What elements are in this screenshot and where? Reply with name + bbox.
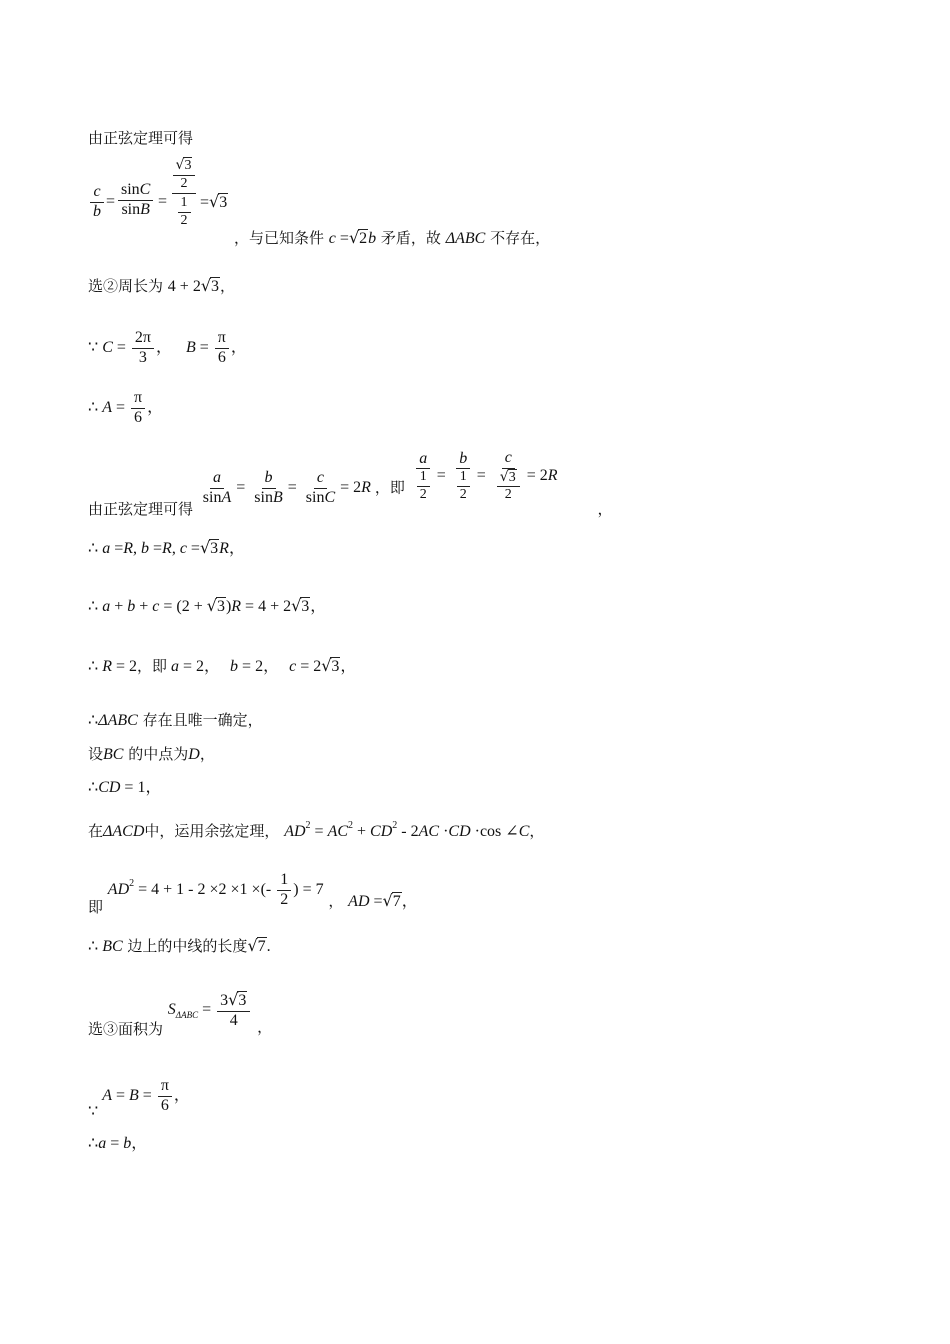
frac-sinC-sinB: $\frac{\sin C}{\sin B}$ [118,182,153,219]
text-line-perimeter: 选②周长为 4 + 2√3， [88,276,236,295]
text-sine-rule: 由正弦定理可得 [88,129,194,147]
formula-a-eq-b: ∴a = b， [88,1135,148,1152]
formula-A-eq-B: ∵ A = B = $\frac{\pi}{6}$ ， [88,1077,190,1120]
formula-sides-R: ∴ a =R, b =R, c =√3R， [88,538,245,557]
formula-R-value: ∴ R = 2，即 a = 2， b = 2， c = 2√3， [88,656,357,675]
formula-angle-A: ∴ A = $\frac{\pi}{6}$ ， [88,389,164,426]
formula-perimeter-R: ∴ a + b + c = (2 + √3)R = 4 + 2√3， [88,596,327,615]
formula-CD: ∴CD = 1， [88,779,162,796]
formula-area: 选③面积为 $S_{\Delta ABC}$ = $\frac{3√3}{4}$ ， [88,990,273,1039]
document-page: 由正弦定理可得 $\frac{c}{b}$ = $\frac{\sin C}{\sin B}$ = $\frac{√3}{2}$ $\frac{1}{2}$ =√3 ，与已知条件 c =√2b 矛盾，故 ΔABC 不存在， 选②周长为 4 + 2√3， ∵ C = $\frac{2\pi}{3}$ ， B = $\frac{\pi}{6}$ ， ∴ A = $\frac{\pi}{6}$ ， 由正弦定理可得 $\frac{a}{\sin A}$ = $\frac{b}{\sin B}$ = $\frac{c}{\sin C}$ = 2R ，即 $\frac{a}{\frac{1}{2}}$ = $\frac{b}{\frac{1}{2}}$ = $\frac{c}{\frac{√3}{2}}$ = 2R ， ∴ a =R, b =R, c =√3R， ∴ a + b + c = (2 + √3)R = 4 + 2√3， ∴ R = 2，即 a = 2， b = 2， c = 2√3， ∴ΔABC 存在且唯一确定， 设BC 的中点为D， ∴CD = 1， 在ΔACD中，运用余弦定理， $AD^2 = AC^2 + CD^2 - 2AC \cdot CD \cdot\cos$ ∠C， 即 $AD^2 = 4 + 1 - 2 \times 2 \times 1$ ×(- $\frac{1}{2}$ ) = 7 ， AD =√7， ∴ BC 边上的中线的长度√7. 选③面积为 $S_{\Delta ABC}$ = $\frac{3√3}{4}$ ， ∵ A = B = $\frac{\pi}{6}$ ， ∴a = b， [88,129,613,1152]
frac-compound: $\frac{√3}{2}$ $\frac{1}{2}$ [172,158,196,229]
formula-angles-given: ∵ C = $\frac{2\pi}{3}$ ， B = $\frac{\pi}{6}$ ， [88,329,247,366]
text-midpoint: 设BC 的中点为D， [88,745,215,763]
text-line-1 [88,128,193,148]
text-triangle-unique: ∴ΔABC 存在且唯一确定， [88,711,263,729]
formula-sine-rule: 由正弦定理可得 $\frac{a}{\sin A}$ = $\frac{b}{\sin B}$ = $\frac{c}{\sin C}$ = 2R ，即 $\frac{a}{\frac{1}{2}}$ = $\frac{b}{\frac{1}{2}}$ = $\frac{c}{\frac{√3}{2}}$ = 2R ， [88,449,613,519]
formula-AD: 即 $AD^2 = 4 + 1 - 2 \times 2 \times 1$ ×(- $\frac{1}{2}$ ) = 7 ， AD =√7， [88,871,418,916]
text-median-length: ∴ BC 边上的中线的长度√7. [88,936,271,955]
formula-cosine-rule: 在ΔACD中，运用余弦定理， $AD^2 = AC^2 + CD^2 - 2AC \cdot CD \cdot\cos$ ∠C， [88,820,545,840]
frac-c-b: $\frac{c}{b}$ [90,184,104,221]
